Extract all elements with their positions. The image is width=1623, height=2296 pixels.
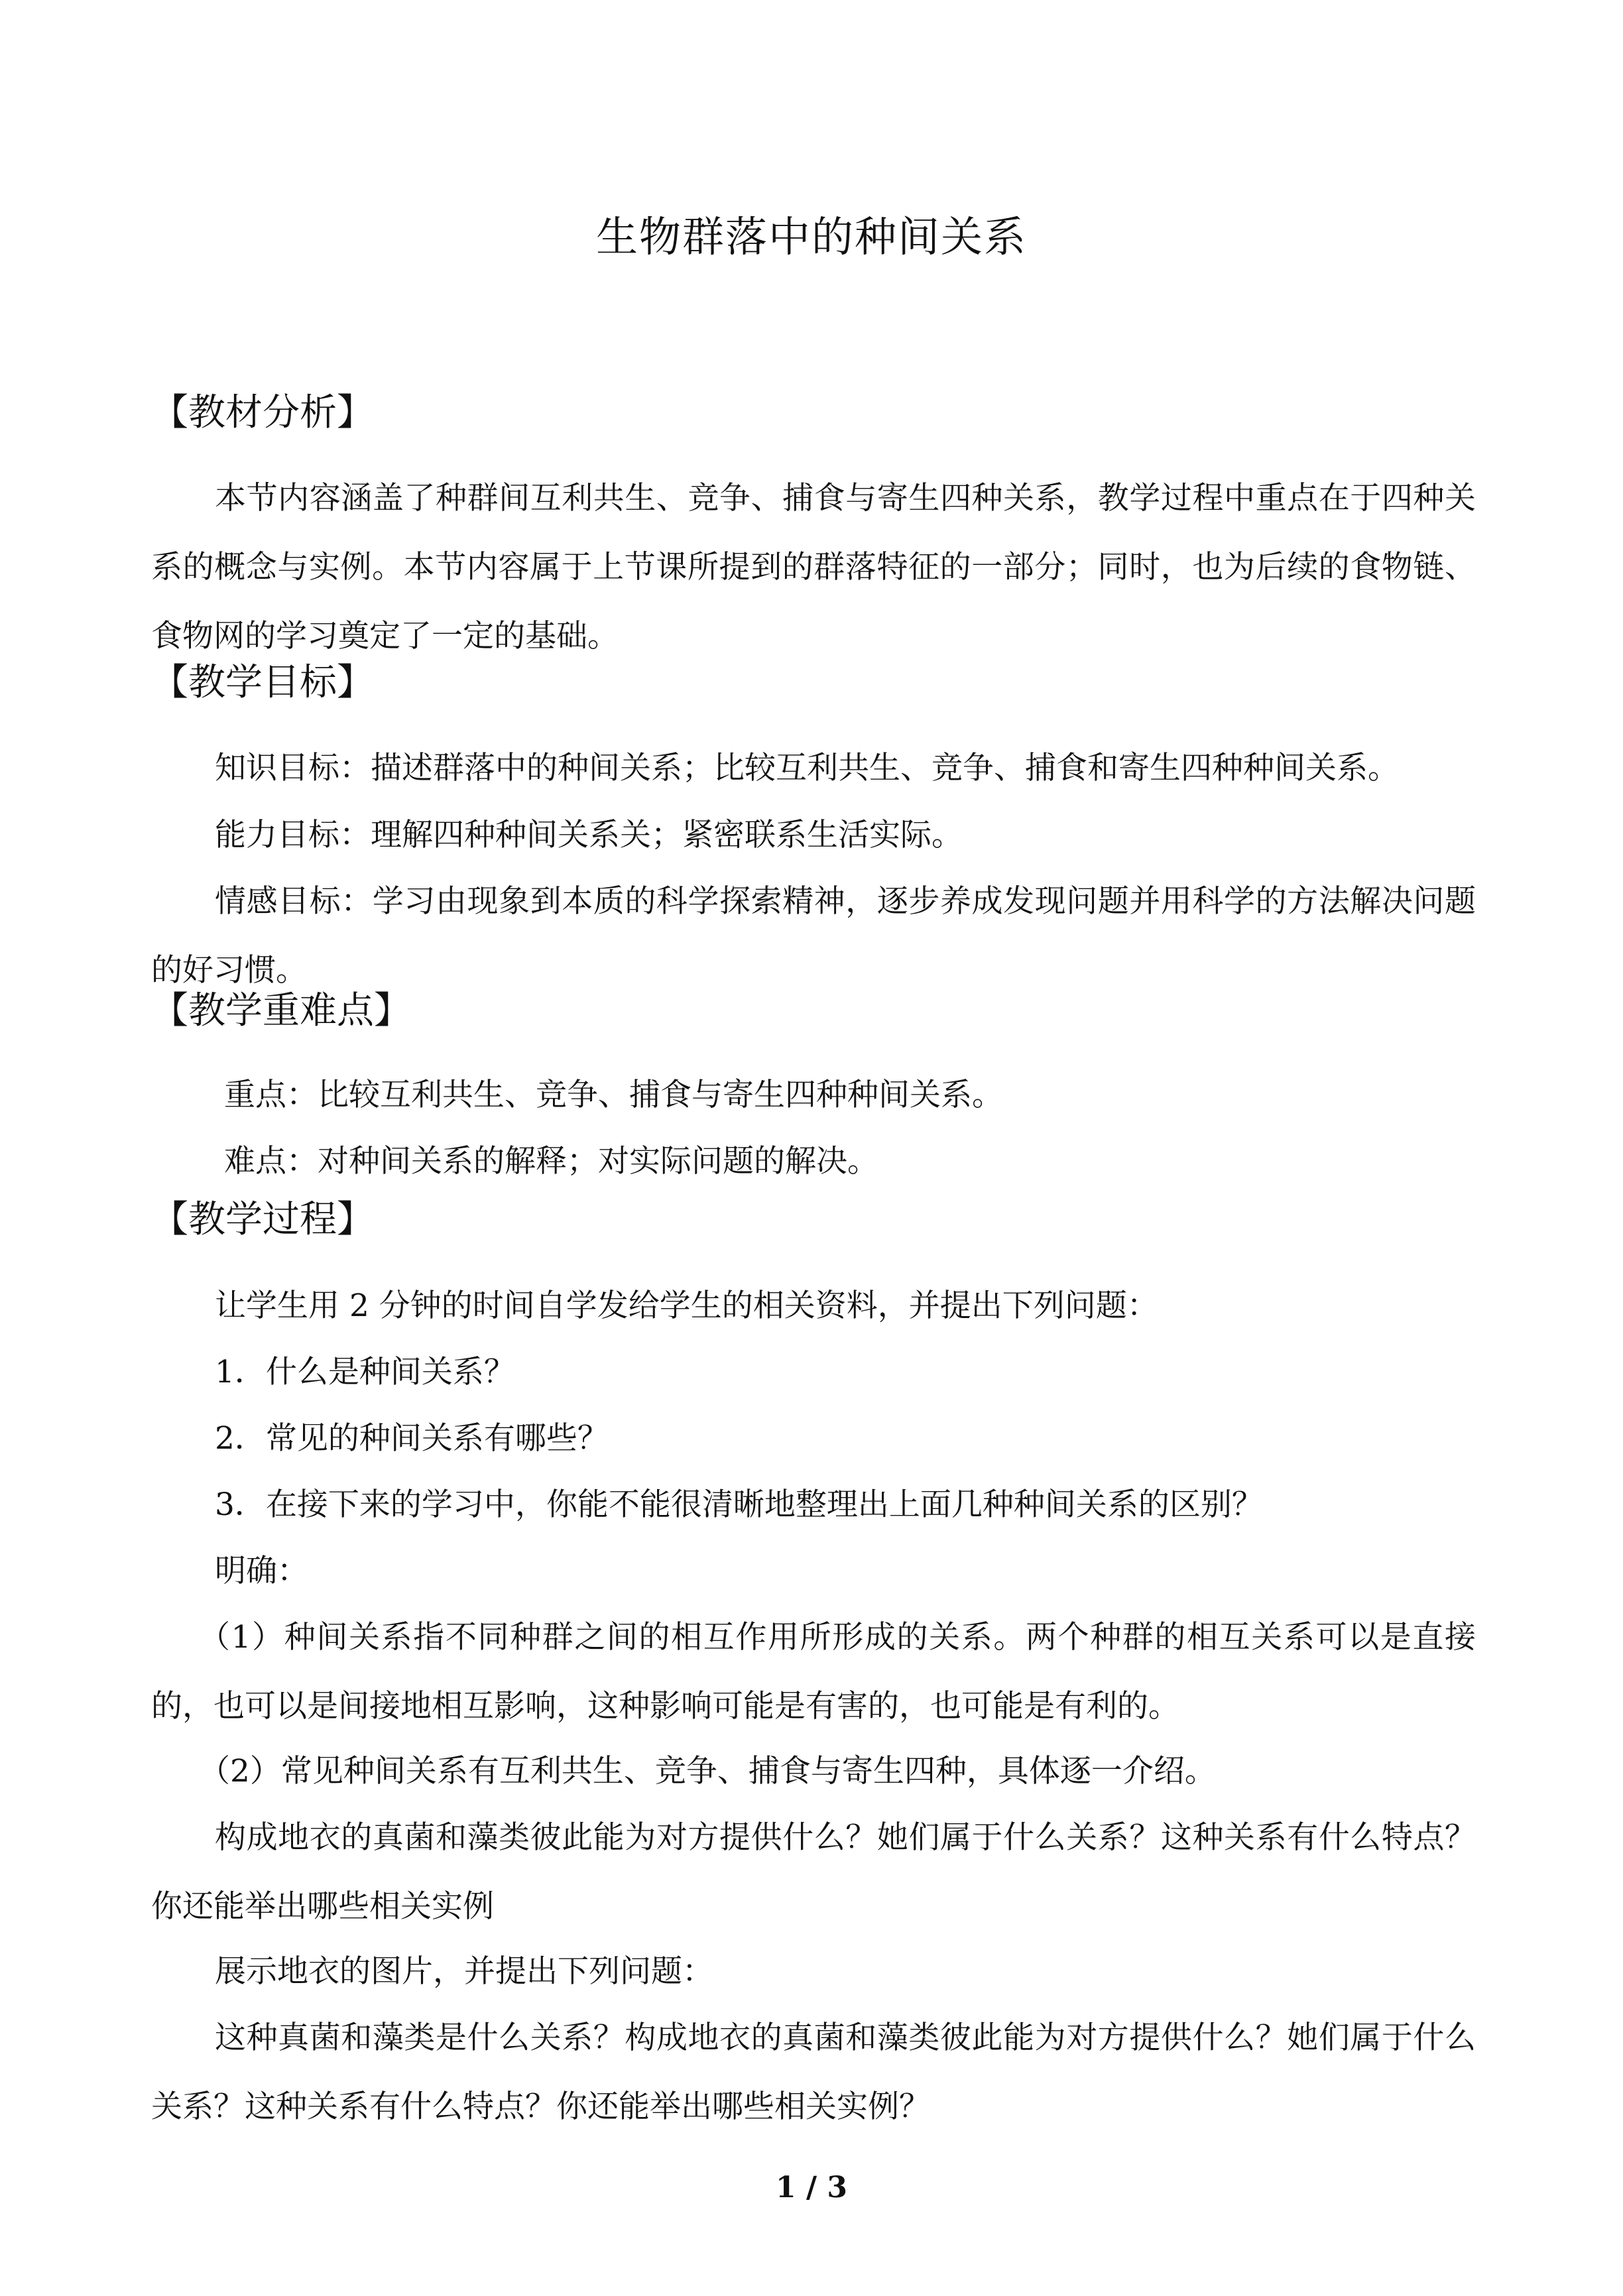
page-number: 1 / 3 xyxy=(776,2171,847,2205)
section-heading-analysis: 【教材分析】 xyxy=(151,391,374,434)
answer-2: （2）常见种间关系有互利共生、竞争、捕食与寄生四种，具体逐一介绍。 xyxy=(199,1753,1216,1789)
question-3: 3．在接下来的学习中，你能不能很清晰地整理出上面几种种间关系的区别？ xyxy=(215,1486,1263,1523)
section-heading-key-points: 【教学重难点】 xyxy=(151,989,411,1032)
goal-ability: 能力目标：理解四种种间关系关；紧密联系生活实际。 xyxy=(215,817,963,853)
answer-1: （1）种间关系指不同种群之间的相互作用所形成的关系。两个种群的相互关系可以是直接的，也可以是间接地相互影响，这种影响可能是有害的，也可能是有利的。 xyxy=(151,1619,1476,1724)
process-intro: 让学生用 2 分钟的时间自学发给学生的相关资料，并提出下列问题： xyxy=(215,1288,1158,1324)
lichen-question-2: 这种真菌和藻类是什么关系？构成地衣的真菌和藻类彼此能为对方提供什么？她们属于什么关系？这种关系有什么特点？你还能举出哪些相关实例？ xyxy=(151,2020,1476,2125)
analysis-paragraph: 本节内容涵盖了种群间互利共生、竞争、捕食与寄生四种关系，教学过程中重点在于四种关系的概念与实例。本节内容属于上节课所提到的群落特征的一部分；同时，也为后续的食物链、食物网的学习奠定了一定的基础。 xyxy=(151,480,1476,654)
goal-knowledge: 知识目标：描述群落中的种间关系；比较互利共生、竞争、捕食和寄生四种种间关系。 xyxy=(215,750,1399,786)
clarify-label: 明确： xyxy=(215,1553,308,1589)
question-1: 1．什么是种间关系？ xyxy=(215,1354,515,1390)
show-lichen-picture: 展示地衣的图片，并提出下列问题： xyxy=(215,1953,713,1990)
document-title: 生物群落中的种间关系 xyxy=(596,213,1027,261)
lichen-question: 构成地衣的真菌和藻类彼此能为对方提供什么？她们属于什么关系？这种关系有什么特点？你还能举出哪些相关实例 xyxy=(151,1819,1476,1925)
difficult-point: 难点：对种间关系的解释；对实际问题的解决。 xyxy=(224,1143,878,1179)
goal-emotion: 情感目标：学习由现象到本质的科学探索精神，逐步养成发现问题并用科学的方法解决问题的好习惯。 xyxy=(151,883,1476,989)
section-heading-goals: 【教学目标】 xyxy=(151,661,374,704)
question-2: 2．常见的种间关系有哪些？ xyxy=(215,1420,609,1457)
key-point: 重点：比较互利共生、竞争、捕食与寄生四种种间关系。 xyxy=(224,1077,1003,1113)
section-heading-process: 【教学过程】 xyxy=(151,1198,374,1241)
